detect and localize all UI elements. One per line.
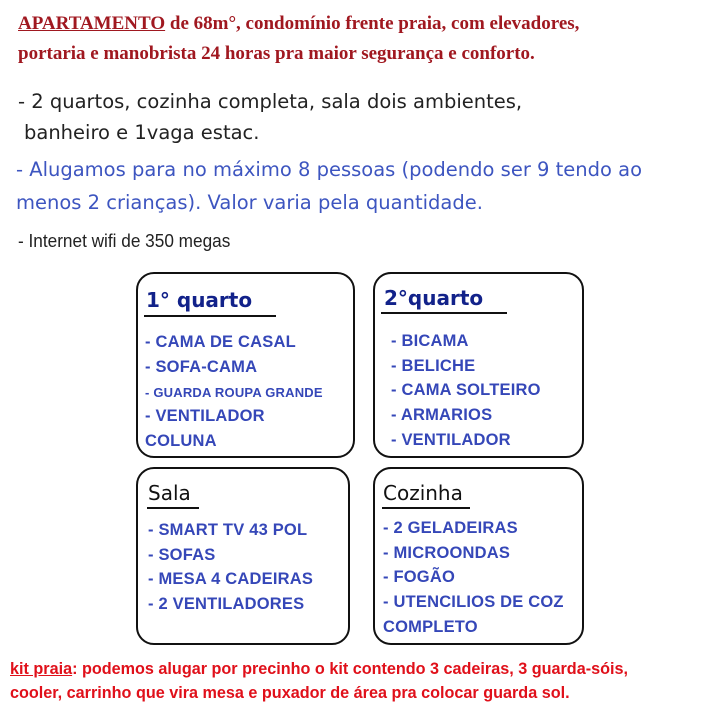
title-underline <box>144 315 276 317</box>
box-quarto-2 <box>373 272 584 458</box>
rooms-summary-line-1: - 2 quartos, cozinha completa, sala dois ambientes, <box>18 90 523 113</box>
list-item: - ARMARIOS <box>391 406 493 424</box>
list-item: - CAMA SOLTEIRO <box>391 381 541 399</box>
list-item: - FOGÃO <box>383 568 455 586</box>
box-sala <box>136 467 350 645</box>
box-title-quarto-2: 2°quarto <box>384 286 484 310</box>
list-item: - SOFAS <box>148 546 216 564</box>
list-item: - UTENCILIOS DE COZ <box>383 593 564 611</box>
kit-praia-line-1-rest: : podemos alugar por precinho o kit contendo 3 cadeiras, 3 guarda-sóis, <box>72 660 628 678</box>
title-underline <box>381 312 507 314</box>
list-item: - VENTILADOR <box>391 431 511 449</box>
list-item: - 2 GELADEIRAS <box>383 519 518 537</box>
kit-praia-label: kit praia <box>10 660 73 678</box>
headline-line-2: portaria e manobrista 24 horas pra maior segurança e conforto. <box>18 43 535 64</box>
kit-praia-line-2: cooler, carrinho que vira mesa e puxador de área pra colocar guarda sol. <box>10 684 570 702</box>
internet-line: - Internet wifi de 350 megas <box>18 230 231 251</box>
title-underline <box>147 507 199 509</box>
list-item: - VENTILADOR <box>145 407 265 425</box>
list-item: - SMART TV 43 POL <box>148 521 308 539</box>
kit-praia-line-1 <box>10 657 715 681</box>
list-item: - MICROONDAS <box>383 544 511 562</box>
list-item: - SOFA-CAMA <box>145 358 258 376</box>
rooms-summary-line-2: banheiro e 1vaga estac. <box>24 121 260 144</box>
capacity-line-1: - Alugamos para no máximo 8 pessoas (podendo ser 9 tendo ao <box>16 158 643 181</box>
headline-line-1 <box>18 13 579 35</box>
list-item: COLUNA <box>145 432 217 450</box>
list-item: - CAMA DE CASAL <box>145 333 296 351</box>
headline-rest: de 68m°, condomínio frente praia, com elevadores, <box>165 13 580 34</box>
list-item: - MESA 4 CADEIRAS <box>148 570 314 588</box>
list-item: COMPLETO <box>383 618 478 636</box>
box-title-quarto-1: 1° quarto <box>146 288 253 312</box>
list-item: - BICAMA <box>391 332 469 350</box>
title-underline <box>382 507 470 509</box>
box-quarto-1 <box>136 272 355 458</box>
list-item: - BELICHE <box>391 357 476 375</box>
capacity-line-2: menos 2 crianças). Valor varia pela quantidade. <box>16 191 483 214</box>
list-item: - GUARDA ROUPA GRANDE <box>145 385 323 400</box>
box-title-cozinha: Cozinha <box>383 481 463 505</box>
kit-praia-note <box>10 657 715 705</box>
box-title-sala: Sala <box>148 481 191 505</box>
box-cozinha <box>373 467 584 645</box>
list-item: - 2 VENTILADORES <box>148 595 305 613</box>
headline-keyword: APARTAMENTO <box>18 13 166 34</box>
